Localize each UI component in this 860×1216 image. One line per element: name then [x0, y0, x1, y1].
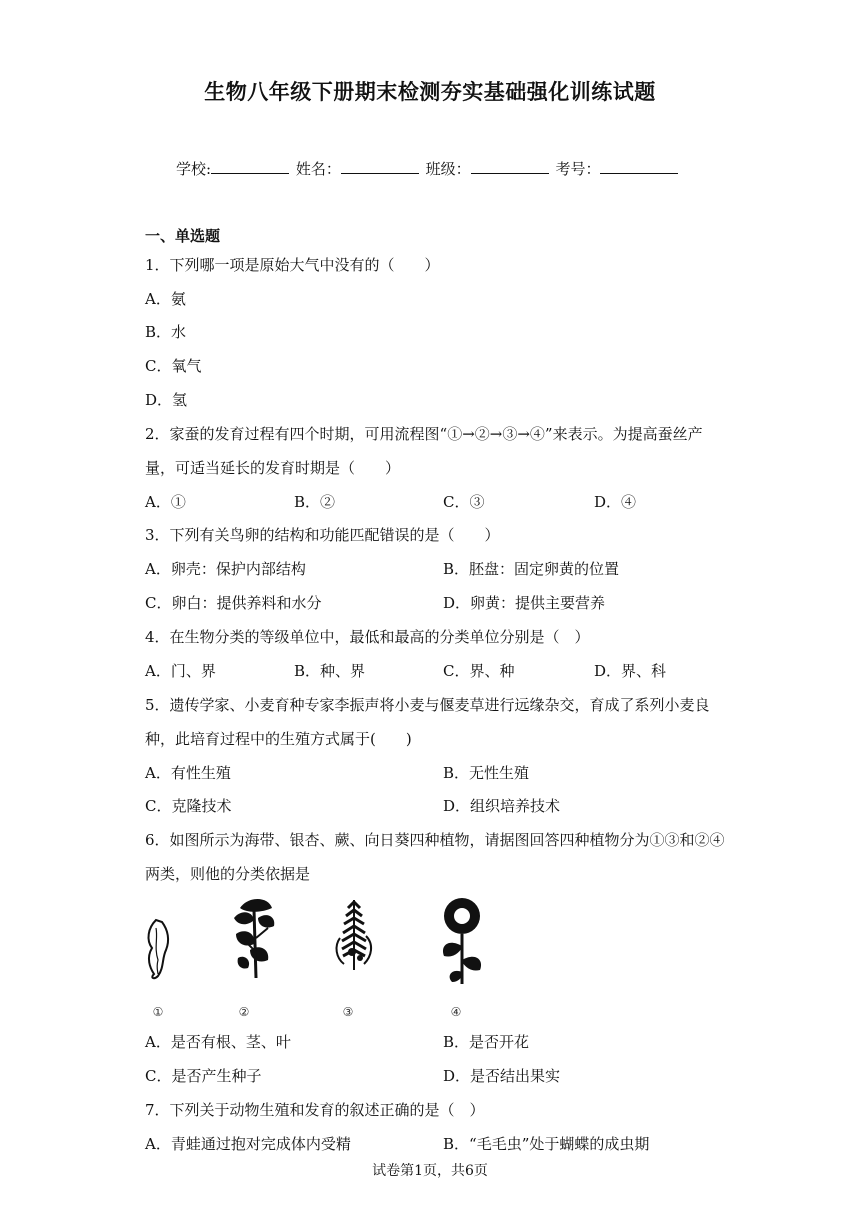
question-7-option-b: B．“毛毛虫”处于蝴蝶的成虫期 — [443, 1135, 650, 1153]
question-1-option-a: A．氨 — [145, 290, 186, 308]
question-5-option-c: C．克隆技术 — [145, 797, 232, 815]
question-2-stem-line-1: 2．家蚕的发育过程有四个时期，可用流程图“①→②→③→④”来表示。为提高蚕丝产 — [145, 425, 703, 443]
question-5-stem-line-1: 5．遗传学家、小麦育种专家李振声将小麦与偃麦草进行远缘杂交，育成了系列小麦良 — [145, 696, 710, 714]
question-5-option-a: A．有性生殖 — [145, 764, 231, 782]
question-3-option-d: D．卵黄：提供主要营养 — [443, 594, 606, 612]
sunflower-illustration — [443, 898, 481, 984]
question-6-option-d: D．是否结出果实 — [443, 1067, 561, 1085]
question-2-option-a: A．① — [145, 493, 186, 511]
question-2-option-d: D．④ — [594, 493, 637, 511]
exam-no-blank[interactable] — [600, 159, 678, 174]
question-7-stem: 7．下列关于动物生殖和发育的叙述正确的是（ ） — [145, 1101, 485, 1119]
page-title: 生物八年级下册期末检测夯实基础强化训练试题 — [204, 80, 656, 104]
question-3-stem: 3．下列有关鸟卵的结构和功能匹配错误的是（ ） — [145, 526, 500, 544]
question-2-option-b: B．② — [294, 493, 336, 511]
figure-label-3: ③ — [342, 1005, 354, 1019]
question-4-stem: 4．在生物分类的等级单位中，最低和最高的分类单位分别是（ ） — [145, 628, 590, 646]
question-2-option-c: C．③ — [443, 493, 485, 511]
class-label: 班级： — [425, 160, 471, 178]
question-6-option-a: A．是否有根、茎、叶 — [145, 1033, 291, 1051]
figure-label-2: ② — [238, 1005, 250, 1019]
question-5-option-d: D．组织培养技术 — [443, 797, 561, 815]
figure-label-1: ① — [152, 1005, 164, 1019]
plants-figure — [140, 888, 520, 1023]
school-blank[interactable] — [211, 159, 289, 174]
figure-label-4: ④ — [450, 1005, 462, 1019]
question-4-option-d: D．界、科 — [594, 662, 667, 680]
question-2-stem-line-2: 量，可适当延长的发育时期是（ ） — [145, 459, 401, 477]
question-3-option-b: B．胚盘：固定卵黄的位置 — [443, 560, 620, 578]
question-5-stem-line-2: 种，此培育过程中的生殖方式属于( ) — [145, 730, 412, 748]
question-3-option-a: A．卵壳：保护内部结构 — [145, 560, 306, 578]
question-1-option-c: C．氧气 — [145, 357, 202, 375]
question-6-option-b: B．是否开花 — [443, 1033, 530, 1051]
school-label: 学校: — [176, 160, 212, 178]
name-blank[interactable] — [341, 159, 419, 174]
section-heading: 一、单选题 — [145, 227, 221, 245]
fern-illustration — [337, 900, 372, 970]
question-6-stem-line-1: 6．如图所示为海带、银杏、蕨、向日葵四种植物，请据图回答四种植物分为①③和②④ — [145, 831, 725, 849]
question-1-option-b: B．水 — [145, 323, 187, 341]
question-4-option-b: B．种、界 — [294, 662, 366, 680]
question-6-stem-line-2: 两类，则他的分类依据是 — [145, 865, 311, 883]
question-5-option-b: B．无性生殖 — [443, 764, 530, 782]
question-6-option-c: C．是否产生种子 — [145, 1067, 262, 1085]
question-1-option-d: D．氢 — [145, 391, 188, 409]
kelp-illustration — [149, 920, 169, 978]
name-label: 姓名： — [295, 160, 341, 178]
question-1-stem: 1．下列哪一项是原始大气中没有的（ ） — [145, 256, 440, 274]
question-7-option-a: A．青蛙通过抱对完成体内受精 — [145, 1135, 351, 1153]
exam-no-label: 考号： — [555, 160, 601, 178]
question-4-option-a: A．门、界 — [145, 662, 216, 680]
question-4-option-c: C．界、种 — [443, 662, 515, 680]
class-blank[interactable] — [471, 159, 549, 174]
student-info-line — [176, 158, 680, 179]
ginkgo-illustration — [234, 899, 274, 978]
question-3-option-c: C．卵白：提供养料和水分 — [145, 594, 322, 612]
page-footer: 试卷第1页，共6页 — [372, 1163, 488, 1179]
